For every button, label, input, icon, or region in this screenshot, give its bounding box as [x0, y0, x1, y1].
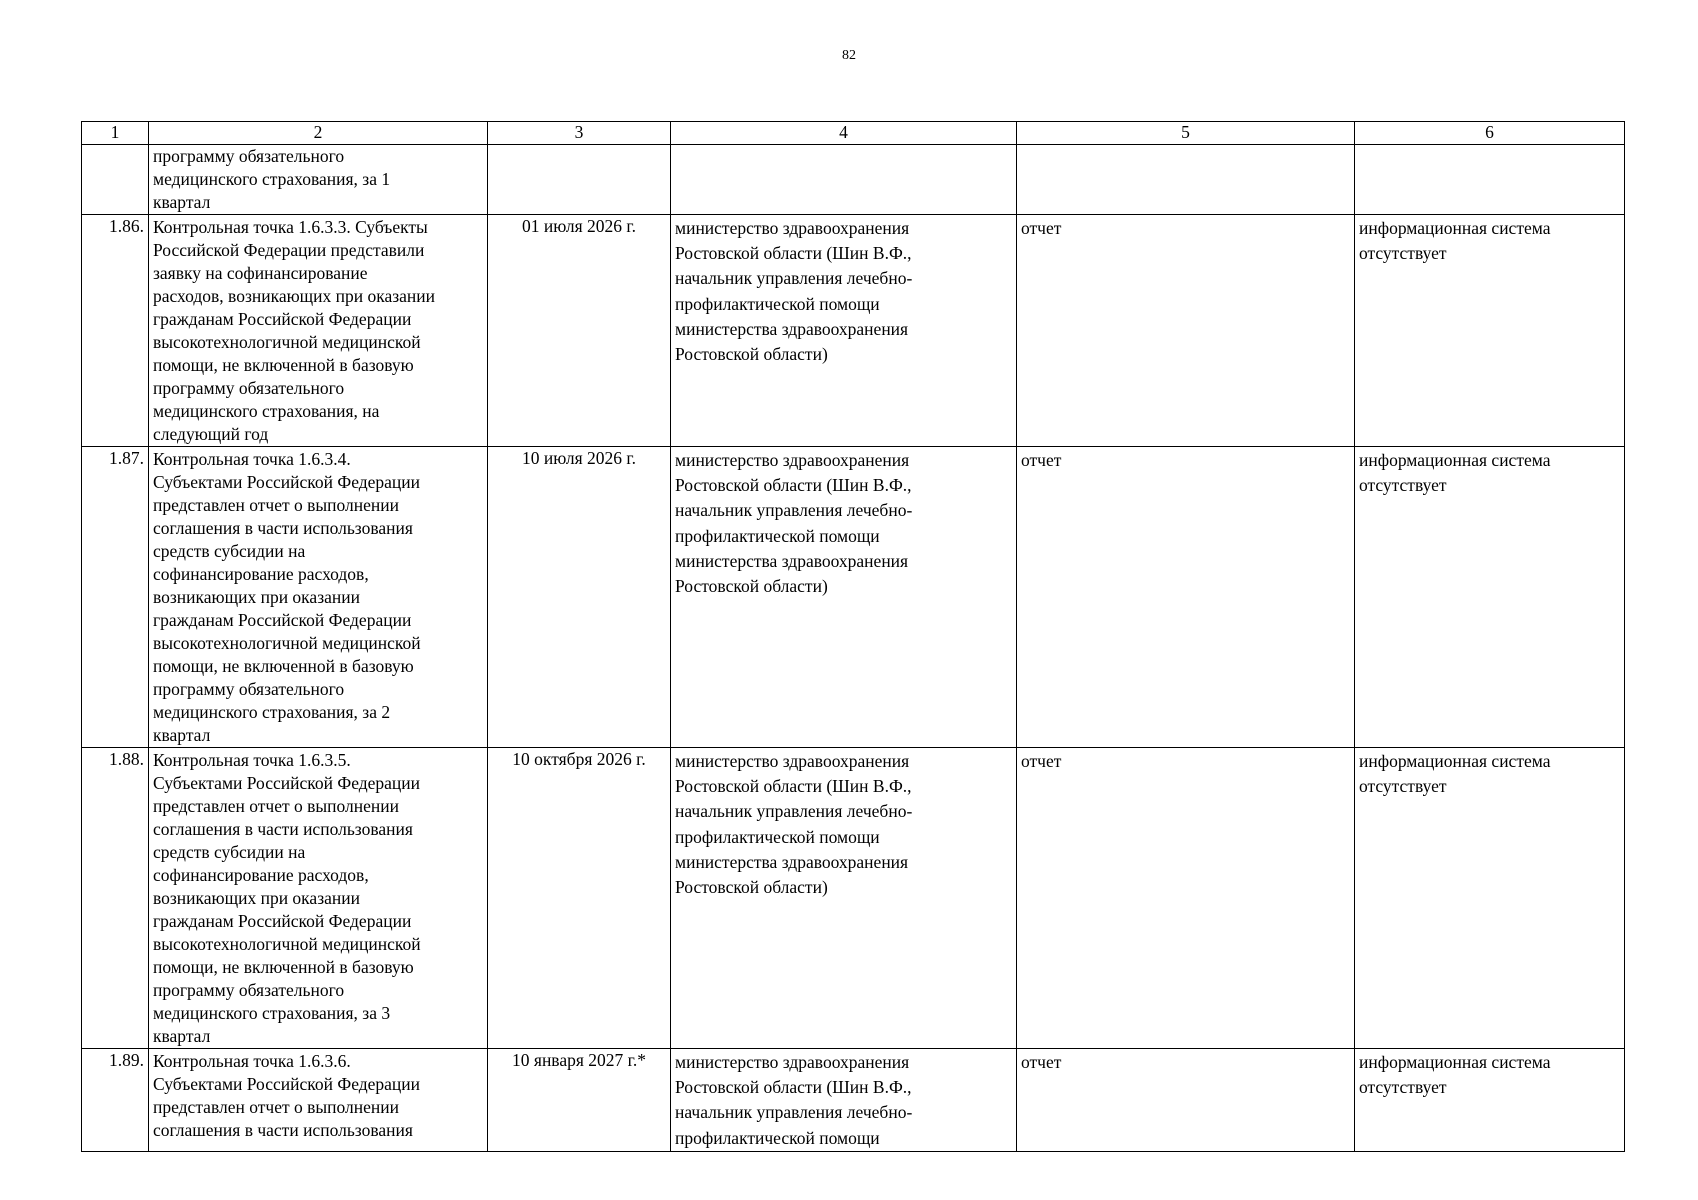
column-header-6: 6 — [1355, 122, 1625, 145]
control-points-table — [81, 121, 1625, 1152]
cell-system — [1355, 447, 1625, 748]
table-row — [82, 447, 1625, 748]
cell-description — [149, 748, 488, 1049]
system-text: информационная система отсутствует — [1359, 218, 1551, 264]
document-text: отчет — [1021, 218, 1062, 238]
document-text: отчет — [1021, 751, 1062, 771]
cell-responsible — [671, 1049, 1017, 1152]
cell-responsible — [671, 748, 1017, 1049]
description-text: Контрольная точка 1.6.3.3. Субъекты Российской Федерации представили заявку на софинансирование расходов, возникающих при оказании гражданам Российской Федерации высокотехнологичной медицинской помощи, не включенной в базовую программу обязательного медицинского страхования, на следующий год — [153, 217, 436, 444]
system-text: информационная система отсутствует — [1359, 751, 1551, 797]
column-header-3: 3 — [488, 122, 671, 145]
cell-date: 01 июля 2026 г. — [488, 215, 671, 447]
row-number: 1.89. — [82, 1049, 149, 1152]
cell-date: 10 января 2027 г.* — [488, 1049, 671, 1152]
responsible-text: министерство здравоохранения Ростовской области (Шин В.Ф., начальник управления лечебно- профилактической помощи министерства здравоохранения Ростовской области) — [675, 751, 913, 898]
description-text: Контрольная точка 1.6.3.4. Субъектами Российской Федерации представлен отчет о выполнении соглашения в части использования средств субсидии на софинансирование расходов, возникающих при оказании гражданам Российской Федерации высокотехнологичной медицинской помощи, не включенной в базовую программу обязательного медицинского страхования, за 2 квартал — [153, 449, 421, 745]
document-text: отчет — [1021, 450, 1062, 470]
description-text: программу обязательного медицинского страхования, за 1 квартал — [153, 146, 391, 212]
column-header-2: 2 — [149, 122, 488, 145]
cell-description — [149, 447, 488, 748]
table-row — [82, 215, 1625, 447]
responsible-text: министерство здравоохранения Ростовской области (Шин В.Ф., начальник управления лечебно- профилактической помощи — [675, 1052, 913, 1148]
cell-num — [82, 145, 149, 215]
table-row — [82, 1049, 1625, 1152]
cell-date: 10 июля 2026 г. — [488, 447, 671, 748]
cell-document — [1017, 748, 1355, 1049]
cell-responsible — [671, 215, 1017, 447]
cell-system — [1355, 1049, 1625, 1152]
table-row — [82, 748, 1625, 1049]
description-text: Контрольная точка 1.6.3.5. Субъектами Российской Федерации представлен отчет о выполнении соглашения в части использования средств субсидии на софинансирование расходов, возникающих при оказании гражданам Российской Федерации высокотехнологичной медицинской помощи, не включенной в базовую программу обязательного медицинского страхования, за 3 квартал — [153, 750, 421, 1046]
description-text: Контрольная точка 1.6.3.6. Субъектами Российской Федерации представлен отчет о выполнении соглашения в части использования — [153, 1051, 421, 1140]
column-header-1: 1 — [82, 122, 149, 145]
cell-date: 10 октября 2026 г. — [488, 748, 671, 1049]
cell-description — [149, 215, 488, 447]
cell-document — [1017, 145, 1355, 215]
responsible-text: министерство здравоохранения Ростовской области (Шин В.Ф., начальник управления лечебно- профилактической помощи министерства здравоохранения Ростовской области) — [675, 218, 913, 365]
cell-date — [488, 145, 671, 215]
table-row-continuation — [82, 145, 1625, 215]
system-text: информационная система отсутствует — [1359, 450, 1551, 496]
cell-description — [149, 1049, 488, 1152]
document-text: отчет — [1021, 1052, 1062, 1072]
header-row — [82, 122, 1625, 145]
cell-system — [1355, 215, 1625, 447]
cell-document — [1017, 1049, 1355, 1152]
column-header-4: 4 — [671, 122, 1017, 145]
cell-document — [1017, 215, 1355, 447]
cell-responsible — [671, 145, 1017, 215]
row-number: 1.88. — [82, 748, 149, 1049]
cell-responsible — [671, 447, 1017, 748]
column-header-5: 5 — [1017, 122, 1355, 145]
system-text: информационная система отсутствует — [1359, 1052, 1551, 1098]
responsible-text: министерство здравоохранения Ростовской области (Шин В.Ф., начальник управления лечебно- профилактической помощи министерства здравоохранения Ростовской области) — [675, 450, 913, 597]
row-number: 1.86. — [82, 215, 149, 447]
row-number: 1.87. — [82, 447, 149, 748]
cell-system — [1355, 145, 1625, 215]
cell-system — [1355, 748, 1625, 1049]
cell-document — [1017, 447, 1355, 748]
page-number: 82 — [842, 48, 856, 63]
cell-description — [149, 145, 488, 215]
